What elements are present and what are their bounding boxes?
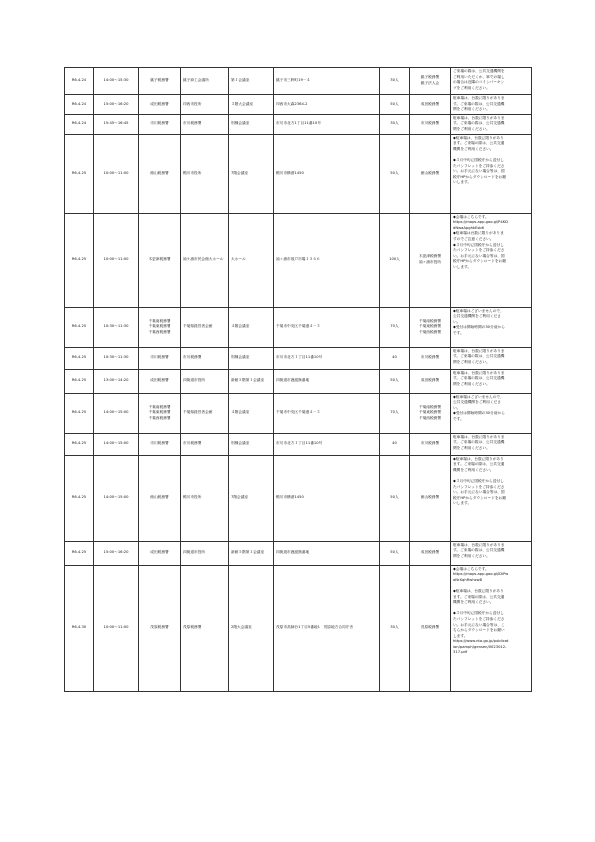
contact-cell xyxy=(410,369,451,393)
note-line: 税庁HPからダウンロードをお願 xyxy=(453,259,506,264)
table-row xyxy=(65,114,532,134)
note-line: します。 xyxy=(453,633,468,638)
room-cell: 別棟会議室 xyxy=(229,347,274,369)
time-cell: 14:00～15:00 xyxy=(94,455,139,541)
room-cell: 7階会議室 xyxy=(229,455,274,541)
note-line: す。ご来場の際は、公共交通機 xyxy=(453,376,505,381)
address-cell: 茂原市高師台1丁目5番地1 茂原地方合同庁舎 xyxy=(274,565,380,691)
date-cell: R6.4.25 xyxy=(65,307,94,347)
venue-cell: 印西市役所 xyxy=(181,95,229,115)
office-cell xyxy=(139,369,181,393)
table-row xyxy=(65,68,532,95)
notes-cell xyxy=(451,95,532,115)
note-line: す。ご来場の際は、公共交通機 xyxy=(453,548,505,553)
note-line: ◆受付は開始時間の30分前から xyxy=(453,411,505,416)
address-cell: 四街道市鹿渡無番地 xyxy=(274,369,380,393)
contact-line: 成田税務署 xyxy=(420,101,440,106)
office-cell xyxy=(139,393,181,433)
note-line: い。 xyxy=(453,405,461,410)
note-line: いします。 xyxy=(453,501,472,506)
note-line: https://maps.app.goo.gl/P4KD xyxy=(453,220,509,225)
notes-cell xyxy=(451,369,532,393)
note-line: 駐車場は、台数に限りがありま xyxy=(453,542,505,547)
note-line: い。お手元にない場合等は、こ xyxy=(453,622,505,627)
note-line: 関をご利用ください。 xyxy=(453,381,490,386)
note-line: ◆３月中旬に国税庁から送付し xyxy=(453,478,504,483)
address-cell: 千葉市中央区千葉港４－３ xyxy=(274,307,380,347)
note-line: すのでご注意ください。 xyxy=(453,236,494,241)
time-cell: 10:00～11:00 xyxy=(94,213,139,307)
office-cell xyxy=(139,213,181,307)
note-line: す。ご来場の際は、公共交通機 xyxy=(453,440,505,445)
contact-line: 成田税務署 xyxy=(420,550,440,555)
note-line: ◆駐車場はございませんので、 xyxy=(453,394,504,399)
address-cell: 市川市北方１丁目11番10号 xyxy=(274,347,380,369)
address-cell: 市川市北方1丁目11番10号 xyxy=(274,114,380,134)
contact-line: 千葉南税務署 xyxy=(418,404,442,409)
contact-cell xyxy=(410,68,451,95)
table-row xyxy=(65,433,532,455)
note-line: ちらからダウンロードをお願い xyxy=(453,628,505,633)
contact-line: 館山税務署 xyxy=(420,170,440,175)
capacity-cell: 70人 xyxy=(380,307,410,347)
office-cell xyxy=(139,347,181,369)
note-line: です。 xyxy=(453,330,464,335)
office-line: 成田税務署 xyxy=(150,378,169,383)
notes-cell xyxy=(451,393,532,433)
note-line: ご利用いただくか、軍での場し xyxy=(453,74,505,79)
venue-cell: 千葉県経営者会館 xyxy=(181,307,229,347)
date-cell: R6.4.25 xyxy=(65,347,94,369)
office-line: 成田税務署 xyxy=(150,550,169,555)
note-line: 317.pdf xyxy=(453,650,468,655)
venue-cell: 鴨川市役所 xyxy=(181,455,229,541)
note-line: い。お手元にない場合等は、国 xyxy=(453,169,505,174)
note-line: いします。 xyxy=(453,180,472,185)
contact-line: 千葉東税務署 xyxy=(418,410,442,415)
note-line: dNwaApghkEsb6 xyxy=(453,225,484,230)
time-cell: 13:00～14:20 xyxy=(94,369,139,393)
notes-cell xyxy=(451,213,532,307)
time-cell: 14:00～15:00 xyxy=(94,393,139,433)
note-line: 関をご利用ください。 xyxy=(453,445,490,450)
contact-cell xyxy=(410,455,451,541)
note-line: たパンフレットをご持参くださ xyxy=(453,163,505,168)
office-line: 館山税務署 xyxy=(150,495,169,500)
office-line: 千葉南税務署 xyxy=(148,318,171,323)
time-cell: 10:00～11:00 xyxy=(94,134,139,213)
contact-line: 千葉南税務署 xyxy=(418,318,442,323)
note-line: 機関をご利用ください。 xyxy=(453,600,494,605)
contact-line: 銚子税務署 xyxy=(420,75,440,80)
note-line: ◆駐車場はございませんので、 xyxy=(453,308,504,313)
room-cell: 大ホール xyxy=(229,213,274,307)
office-cell xyxy=(139,95,181,115)
note-line: い。お手元にない場合等は、国 xyxy=(453,490,505,495)
note-line: い。 xyxy=(453,319,461,324)
note-line: 駐車場は、台数に限りがありま xyxy=(453,115,505,120)
note-line: の場合は近隣のコインパーキン xyxy=(453,80,505,85)
note-line: いします。 xyxy=(453,264,472,269)
office-line: 千葉東税務署 xyxy=(148,410,171,415)
notes-cell xyxy=(451,565,532,691)
note-line: ◆会場はこちらです。 xyxy=(453,214,489,219)
address-cell: 鴨川市横渚1450 xyxy=(274,134,380,213)
table-row xyxy=(65,541,532,565)
contact-cell xyxy=(410,393,451,433)
time-cell: 10:00～11:00 xyxy=(94,565,139,691)
contact-line: 成田税務署 xyxy=(420,378,440,383)
office-line: 千葉南税務署 xyxy=(148,404,171,409)
venue-cell: 鴨川市役所 xyxy=(181,134,229,213)
room-cell: 新館５階第１会議室 xyxy=(229,541,274,565)
notes-cell xyxy=(451,541,532,565)
office-line: 市川税務署 xyxy=(150,441,169,446)
table-row xyxy=(65,455,532,541)
capacity-cell: 40 xyxy=(380,347,410,369)
contact-line: 茂原税務署 xyxy=(420,625,440,630)
schedule-rows xyxy=(65,68,532,692)
contact-line: 市川税務署 xyxy=(420,121,440,126)
capacity-cell: 70人 xyxy=(380,393,410,433)
contact-cell xyxy=(410,347,451,369)
note-line: 関をご利用ください。 xyxy=(453,107,490,112)
room-cell: ３階大会議室 xyxy=(229,95,274,115)
office-line: 成田税務署 xyxy=(150,101,169,106)
date-cell: R6.4.30 xyxy=(65,565,94,691)
contact-cell xyxy=(410,307,451,347)
office-cell xyxy=(139,134,181,213)
note-line: 機関をご利用ください。 xyxy=(453,146,494,151)
capacity-cell: 30人 xyxy=(380,114,410,134)
contact-line: 市川税務署 xyxy=(420,441,440,446)
note-line: い。お手元にない場合等は、国 xyxy=(453,253,505,258)
notes-cell xyxy=(451,307,532,347)
date-cell: R6.4.25 xyxy=(65,433,94,455)
note-line: ◆３月中旬に国税庁から送付し xyxy=(453,242,504,247)
room-cell: 新館５階第１会議室 xyxy=(229,369,274,393)
contact-cell xyxy=(410,95,451,115)
contact-cell xyxy=(410,433,451,455)
contact-cell xyxy=(410,134,451,213)
note-line: 駐車場は、台数に限りがありま xyxy=(453,434,505,439)
notes-cell xyxy=(451,114,532,134)
date-cell: R6.4.24 xyxy=(65,95,94,115)
room-cell: ４階会議室 xyxy=(229,393,274,433)
address-cell: 銚子市三軒町19－４ xyxy=(274,68,380,95)
venue-cell: 銚子商工会議所 xyxy=(181,68,229,95)
contact-line: 千葉東税務署 xyxy=(418,324,442,329)
contact-line: 館山税務署 xyxy=(420,495,440,500)
capacity-cell: 100人 xyxy=(380,213,410,307)
date-cell: R6.4.24 xyxy=(65,114,94,134)
date-cell: R6.4.25 xyxy=(65,369,94,393)
note-line: ◆会場はこちらです。 xyxy=(453,566,489,571)
date-cell: R6.4.25 xyxy=(65,213,94,307)
table-row xyxy=(65,347,532,369)
capacity-cell: 50人 xyxy=(380,541,410,565)
capacity-cell: 30人 xyxy=(380,565,410,691)
office-cell xyxy=(139,433,181,455)
venue-cell: 市川税務署 xyxy=(181,114,229,134)
note-line: 関をご利用ください。 xyxy=(453,553,490,558)
note-line: ◆駐車場は、台数に限りがあり xyxy=(453,588,504,593)
time-cell: 15:00～16:20 xyxy=(94,541,139,565)
note-line: 駐車場は、台数に限りがありま xyxy=(453,348,505,353)
notes-cell xyxy=(451,433,532,455)
capacity-cell: 50人 xyxy=(380,134,410,213)
note-line: す。ご来場の際は、公共交通機 xyxy=(453,121,505,126)
venue-cell: 四街道市役所 xyxy=(181,369,229,393)
contact-line: 銚子法人会 xyxy=(420,81,440,85)
capacity-cell: 50人 xyxy=(380,455,410,541)
note-line: 公共交通機関をご利用くださ xyxy=(453,400,501,405)
note-line: ◆３月中旬に国税庁から送付し xyxy=(453,611,504,616)
room-cell: 別棟会議室 xyxy=(229,114,274,134)
time-cell: 10:30～11:30 xyxy=(94,307,139,347)
room-cell: 第１会議室 xyxy=(229,68,274,95)
office-line: 千葉東税務署 xyxy=(148,324,171,329)
note-line: ます。ご来場の際は、公共交通 xyxy=(453,462,505,467)
contact-line: 市川税務署 xyxy=(420,355,440,360)
venue-cell: 茂原税務署 xyxy=(181,565,229,691)
note-line: ◆駐車場は、台数に限りがあり xyxy=(453,135,504,140)
office-cell xyxy=(139,541,181,565)
venue-cell: 市川税務署 xyxy=(181,433,229,455)
address-cell: 市川市北方１丁目11番10号 xyxy=(274,433,380,455)
office-cell xyxy=(139,307,181,347)
note-line: たパンフレットをご持参くださ xyxy=(453,484,505,489)
time-cell: 14:00～15:00 xyxy=(94,433,139,455)
note-line: ◆受付は開始時間の30分前から xyxy=(453,325,505,330)
contact-line: 千葉西税務署 xyxy=(418,415,442,420)
notes-cell xyxy=(451,134,532,213)
capacity-cell: 50人 xyxy=(380,95,410,115)
note-line: す。ご来場の際は、公共交通機 xyxy=(453,354,505,359)
room-cell: 別棟会議室 xyxy=(229,433,274,455)
time-cell: 15:45～16:45 xyxy=(94,114,139,134)
table-row xyxy=(65,393,532,433)
note-line: ◆駐車場は台数に限りがありま xyxy=(453,231,504,236)
table-row xyxy=(65,134,532,213)
note-line: 税庁HPからダウンロードをお願 xyxy=(453,495,506,500)
time-cell: 15:00～16:20 xyxy=(94,95,139,115)
office-line: 銚子税務署 xyxy=(150,78,169,83)
contact-cell xyxy=(410,213,451,307)
note-line: https://www.nta.go.jp/publicat xyxy=(453,639,509,644)
note-line: たパンフレットをご持参くださ xyxy=(453,616,505,621)
date-cell: R6.4.25 xyxy=(65,541,94,565)
office-line: 館山税務署 xyxy=(150,170,169,175)
address-cell: 鴨川市横渚1450 xyxy=(274,455,380,541)
date-cell: R6.4.25 xyxy=(65,393,94,433)
venue-cell: 市川税務署 xyxy=(181,347,229,369)
table-row xyxy=(65,307,532,347)
note-line: oNrXqhRwhzw8 xyxy=(453,577,482,582)
note-line: 公共交通機関をご利用くださ xyxy=(453,314,501,319)
office-line: 市川税務署 xyxy=(150,355,169,360)
note-line: す。ご来場の際は、公共交通機 xyxy=(453,101,505,106)
note-line: です。 xyxy=(453,416,464,421)
office-cell xyxy=(139,68,181,95)
table-row xyxy=(65,369,532,393)
note-line: ご来場の際は、公共交通機関を xyxy=(453,69,505,73)
office-cell xyxy=(139,114,181,134)
office-line: 木更津税務署 xyxy=(148,257,171,262)
office-line: 市川税務署 xyxy=(150,121,169,126)
note-line: 関をご利用ください。 xyxy=(453,126,490,131)
note-line: ion/pamph/gensen/0023012- xyxy=(453,644,507,649)
date-cell: R6.4.25 xyxy=(65,455,94,541)
seminar-schedule-table xyxy=(64,67,532,692)
capacity-cell: 50人 xyxy=(380,369,410,393)
date-cell: R6.4.25 xyxy=(65,134,94,213)
note-line: たパンフレットをご持参くださ xyxy=(453,248,505,253)
note-line: ◆３月中旬に国税庁から送付し xyxy=(453,157,504,162)
time-cell: 10:30～11:30 xyxy=(94,347,139,369)
contact-cell xyxy=(410,541,451,565)
table-row xyxy=(65,95,532,115)
venue-cell: 千葉県経営者会館 xyxy=(181,393,229,433)
table-row xyxy=(65,565,532,691)
contact-line: 千葉西税務署 xyxy=(418,329,442,334)
office-line: 千葉西税務署 xyxy=(148,415,171,420)
venue-cell: 四街道市役所 xyxy=(181,541,229,565)
contact-cell xyxy=(410,114,451,134)
note-line: 機関をご利用ください。 xyxy=(453,467,494,472)
notes-cell xyxy=(451,347,532,369)
capacity-cell: 30人 xyxy=(380,68,410,95)
address-cell: 四街道市鹿渡無番地 xyxy=(274,541,380,565)
room-cell: ４階会議室 xyxy=(229,307,274,347)
note-line: 関をご利用ください。 xyxy=(453,359,490,364)
note-line: 税庁HPからダウンロードをお願 xyxy=(453,174,506,179)
room-cell: 7階会議室 xyxy=(229,134,274,213)
address-cell: 千葉市中央区千葉港４－３ xyxy=(274,393,380,433)
note-line: ◆駐車場は、台数に限りがあり xyxy=(453,456,504,461)
office-cell xyxy=(139,565,181,691)
time-cell: 14:00～15:30 xyxy=(94,68,139,95)
note-line: グをご利用ください。 xyxy=(453,85,490,90)
table-row xyxy=(65,213,532,307)
office-cell xyxy=(139,455,181,541)
address-cell: 袖ヶ浦市坂戸市場１５６６ xyxy=(274,213,380,307)
capacity-cell: 40 xyxy=(380,433,410,455)
contact-line: 袖ヶ浦市役所 xyxy=(418,260,442,265)
address-cell: 印西市大森2364-2 xyxy=(274,95,380,115)
venue-cell: 袖ケ浦市民会館大ホール xyxy=(181,213,229,307)
office-line: 千葉西税務署 xyxy=(148,329,171,334)
note-line: 駐車場は、台数に限りがありま xyxy=(453,96,505,100)
notes-cell xyxy=(451,455,532,541)
note-line: ます。ご来場の際は、公共交通 xyxy=(453,141,505,146)
room-cell: 2階大会議室 xyxy=(229,565,274,691)
note-line: ます。ご来場の際は、公共交通 xyxy=(453,594,505,599)
contact-line: 木更津税務署 xyxy=(418,254,442,259)
contact-cell xyxy=(410,565,451,691)
office-line: 茂原税務署 xyxy=(150,625,169,630)
note-line: https://maps.app.goo.gl/iDiPw xyxy=(453,572,509,577)
date-cell: R6.4.24 xyxy=(65,68,94,95)
notes-cell xyxy=(451,68,532,95)
note-line: 駐車場は、台数に限りがありま xyxy=(453,370,505,375)
